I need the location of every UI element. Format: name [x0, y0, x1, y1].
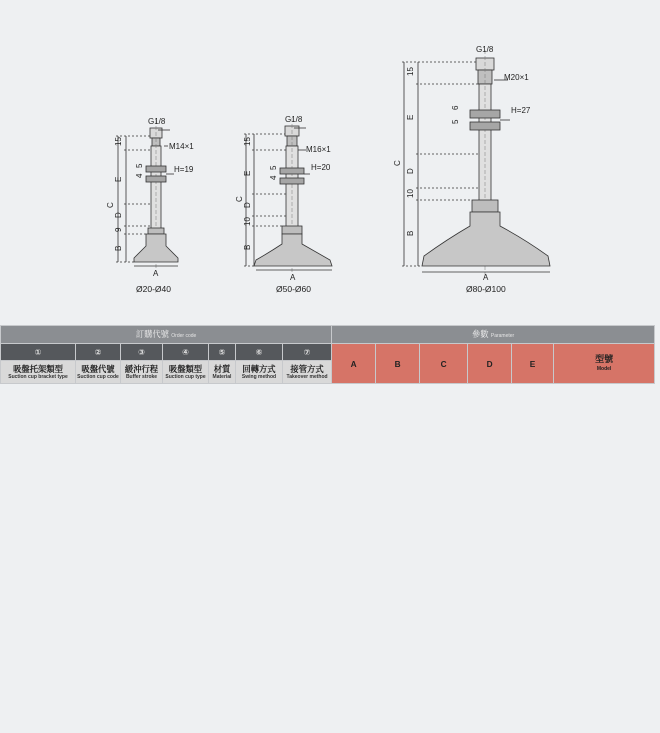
- param-header-e: E: [512, 344, 554, 384]
- small-dim-9: 9: [114, 227, 123, 232]
- medium-dim-15: 15: [243, 137, 252, 146]
- header-bracket-type: 吸盤托架類型 Suction cup bracket type: [1, 361, 76, 384]
- medium-dim-e: E: [243, 170, 252, 176]
- small-dim-d: D: [114, 212, 123, 218]
- medium-nut-dim-5: 5: [269, 165, 278, 170]
- model-header: 型號 Model: [554, 344, 655, 384]
- medium-nut-dim-4: 4: [269, 175, 278, 180]
- medium-dim-10: 10: [243, 217, 252, 226]
- large-port-label: G1/8: [476, 45, 494, 54]
- drawing-medium: [244, 118, 332, 272]
- col-num-3: ③: [121, 344, 163, 361]
- large-dim-e: E: [406, 114, 415, 120]
- medium-caption: Ø50-Ø60: [276, 284, 311, 294]
- header-swing-method: 回轉方式 Swing method: [236, 361, 283, 384]
- header-material: 材質 Material: [209, 361, 236, 384]
- large-nut-dim-6: 6: [451, 105, 460, 110]
- small-dim-c: C: [106, 202, 115, 208]
- param-header-b: B: [376, 344, 420, 384]
- large-thread-label: M20×1: [504, 73, 529, 82]
- col-num-4: ④: [163, 344, 209, 361]
- header-cup-type: 吸盤類型 Suction cup type: [163, 361, 209, 384]
- param-header-c: C: [420, 344, 468, 384]
- technical-drawing-area: [0, 0, 660, 322]
- small-caption: Ø20-Ø40: [136, 284, 171, 294]
- medium-dim-b: B: [243, 244, 252, 250]
- large-dim-b: B: [406, 230, 415, 236]
- large-caption: Ø80-Ø100: [466, 284, 506, 294]
- header-buffer-stroke: 緩沖行程 Buffer stroke: [121, 361, 163, 384]
- large-dim-15: 15: [406, 67, 415, 76]
- small-dim-a: A: [153, 269, 159, 278]
- large-hex-label: H=27: [511, 106, 531, 115]
- param-header-d: D: [468, 344, 512, 384]
- small-hex-label: H=19: [174, 165, 194, 174]
- medium-dim-d: D: [243, 202, 252, 208]
- large-dim-d: D: [406, 168, 415, 174]
- small-dim-b: B: [114, 245, 123, 251]
- spec-table: [0, 325, 655, 384]
- small-thread-label: M14×1: [169, 142, 194, 151]
- header-cup-code: 吸盤代號 Suction cup code: [76, 361, 121, 384]
- medium-hex-label: H=20: [311, 163, 331, 172]
- drawing-large: [402, 50, 550, 278]
- header-takeover-method: 接管方式 Takeover method: [283, 361, 332, 384]
- medium-thread-label: M16×1: [306, 145, 331, 154]
- col-num-1: ①: [1, 344, 76, 361]
- small-dim-15: 15: [114, 137, 123, 146]
- small-port-label: G1/8: [148, 117, 166, 126]
- parameter-bar: 參數 Parameter: [332, 326, 655, 344]
- medium-port-label: G1/8: [285, 115, 303, 124]
- large-dim-c: C: [393, 160, 402, 166]
- large-dim-10: 10: [406, 189, 415, 198]
- col-num-2: ②: [76, 344, 121, 361]
- small-nut-dim-5: 5: [135, 163, 144, 168]
- param-header-a: A: [332, 344, 376, 384]
- order-code-bar: 訂購代號 Order code: [1, 326, 332, 344]
- large-dim-a: A: [483, 273, 489, 282]
- medium-dim-c: C: [235, 196, 244, 202]
- col-num-5: ⑤: [209, 344, 236, 361]
- medium-dim-a: A: [290, 273, 296, 282]
- col-num-7: ⑦: [283, 344, 332, 361]
- large-nut-dim-5: 5: [451, 119, 460, 124]
- col-num-6: ⑥: [236, 344, 283, 361]
- small-dim-e: E: [114, 176, 123, 182]
- small-nut-dim-4: 4: [135, 173, 144, 178]
